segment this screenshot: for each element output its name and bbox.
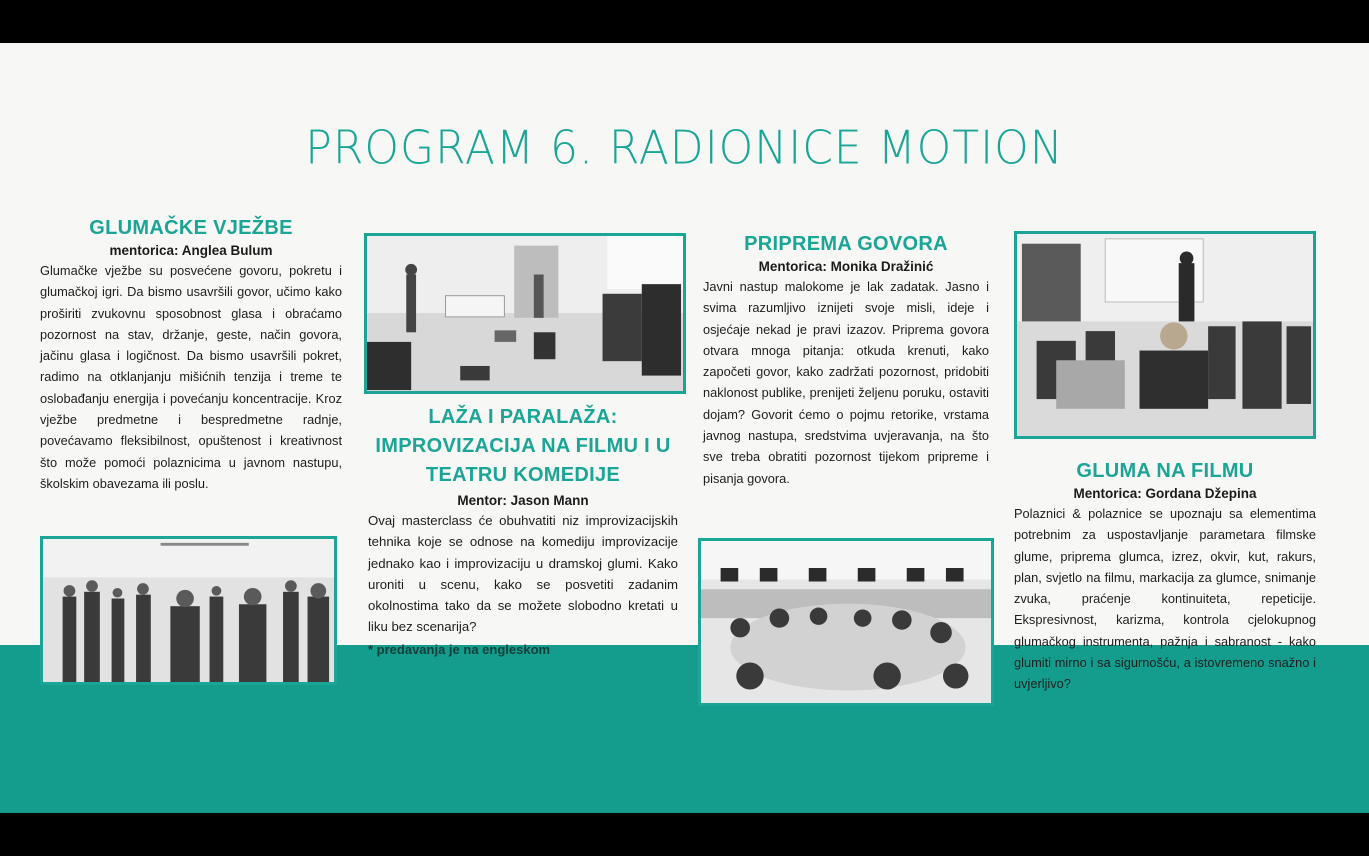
workshop-photo-4 [1014,231,1316,439]
program-slide [0,43,1369,813]
section-mentor: Mentorica: Monika Dražinić [758,259,934,274]
section-laza-i-paralaza [368,403,678,657]
section-priprema-govora [703,233,989,489]
section-text: Javni nastup malokome je lak zadatak. Jasno i svima razumljivo iznijeti svoje misli, ideje i osjećaje nekad je pravi izazov. Priprema govora otvara mnoga pitanja: otkuda krenuti, kako započeti govor, kako zadržati pozornost, pridobiti naklonost publike, prenijeti željenu poruku, ostaviti dojam? Govorit ćemo o pojmu retorike, vrstama javnog nastupa, sredstvima uvjeravanja, na što sve treba obratiti pozornost tijekom pripreme i pisanja govora. [703,279,989,486]
language-note: * predavanja je na engleskom [368,641,551,657]
section-gluma-na-filmu [1014,460,1316,695]
section-text: Glumačke vježbe su posvećene govoru, pokretu i glumačkoj igri. Da bismo usavršili govor, učimo kako proširiti zvukovnu sposobnost glasa i obraćamo pozornost na stav, držanje, geste, način govora, jačinu glasa i logičnost. Da bismo usavršili pokret, radimo na otklanjanju mišićnih tenzija i treme te oslobađanju energija i povećanju koncentracije. Kroz vježbe predmetne i bespredmetne radnje, povećavamo fleksibilnost, opuštenost i kreativnost što može pomoći polaznicima u javnom nastupu, školskim obavezama ili poslu. [40,263,342,491]
section-heading: GLUMAČKE VJEŽBE [89,217,293,239]
workshop-photo-1 [40,536,337,685]
section-heading: PRIPREMA GOVORA [744,233,948,255]
section-heading: LAŽA I PARALAŽA: IMPROVIZACIJA NA FILMU I U TEATRU KOMEDIJE [375,406,671,486]
workshop-photo-2 [364,233,686,394]
section-text: Ovaj masterclass će obuhvatiti niz improvizacijskih tehnika koje se odnose na komediju improvizacije jednako kao i improvizaciju u dramskoj glumi. Kako uroniti u scenu, kako se posvetiti zadanim okolnostima tako da se možete slobodno kretati u liku bez scenarija? [368,513,678,635]
bottom-letterbox [0,813,1369,856]
section-glumacke-vjezbe [40,217,342,494]
section-mentor: mentorica: Anglea Bulum [109,243,273,258]
section-text: Polaznici & polaznice se upoznaju sa elementima potrebnim za uspostavljanje parametara filmske glume, priprema glumca, izrez, okvir, kut, rakurs, plan, svjetlo na filmu, markacija za glumce, snimanje zvuka, praćenje kontinuiteta, repeticije. Ekspresivnost, karizma, kontrola cjelokupnog glumačkog instrumenta, pažnja i sabranost - kako glumiti mirno i sa sigurnošću, a istovremeno snažno i uvjerljivo? [1014,506,1316,692]
top-letterbox [0,0,1369,43]
section-heading: GLUMA NA FILMU [1076,460,1254,482]
workshop-photo-3 [698,538,994,706]
page-title: PROGRAM 6. RADIONICE MOTION [305,121,1064,176]
section-mentor: Mentorica: Gordana Džepina [1073,486,1257,501]
section-mentor: Mentor: Jason Mann [457,493,589,508]
